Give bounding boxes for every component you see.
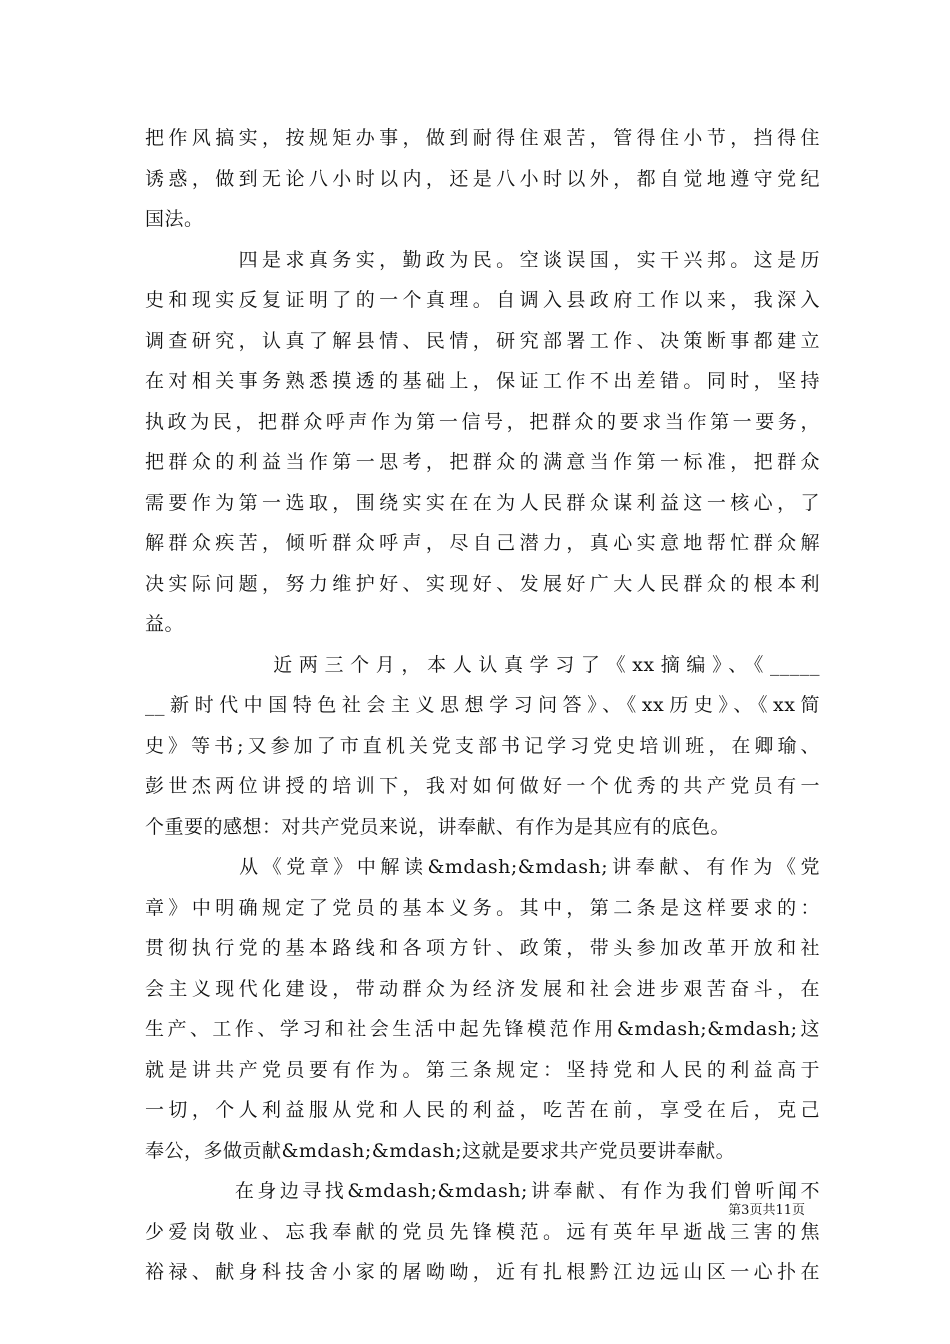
text-line: 个重要的感想：对共产党员来说，讲奉献、有作为是其应有的底色。 xyxy=(145,815,731,838)
text-line: 会主义现代化建设，带动群众为经济发展和社会进步艰苦奋斗，在 xyxy=(145,977,820,1000)
text-line: 就是讲共产党员要有作为。第三条规定：坚持党和人民的利益高于 xyxy=(145,1058,820,1081)
text-line: 解群众疾苦，倾听群众呼声，尽自己潜力，真心实意地帮忙群众解 xyxy=(145,532,820,554)
paragraph xyxy=(145,240,820,645)
text-line: 把作风搞实，按规矩办事，做到耐得住艰苦，管得住小节，挡得住 xyxy=(145,127,820,149)
text-line: 在对相关事务熟悉摸透的基础上，保证工作不出差错。同时，坚持 xyxy=(145,370,820,392)
text-line: 奉公，多做贡献&mdash;&mdash;这就是要求共产党员要讲奉献。 xyxy=(145,1139,736,1162)
text-line: 调查研究，认真了解县情、民情，研究部署工作、决策断事都建立 xyxy=(145,329,820,352)
text-line: 益。 xyxy=(145,613,185,635)
paragraph xyxy=(145,847,820,1171)
text-line: 彭世杰两位讲授的培训下，我对如何做好一个优秀的共产党员有一 xyxy=(145,775,820,797)
text-line: 把群众的利益当作第一思考，把群众的满意当作第一标准，把群众 xyxy=(145,451,820,473)
text-line: 诱惑，做到无论八小时以内，还是八小时以外，都自觉地遵守党纪 xyxy=(145,167,820,190)
text-line: 在身边寻找&mdash;&mdash;讲奉献、有作为我们曾听闻不 xyxy=(145,1180,820,1202)
text-line: 贯彻执行党的基本路线和各项方针、政策，带头参加改革开放和社 xyxy=(145,937,820,959)
text-line: 一切，个人利益服从党和人民的利益，吃苦在前，享受在后，克己 xyxy=(145,1099,820,1121)
text-line: 决实际问题，努力维护好、实现好、发展好广大人民群众的根本利 xyxy=(145,572,820,595)
document-body xyxy=(145,118,820,1293)
text-line: 史和现实反复证明了的一个真理。自调入县政府工作以来，我深入 xyxy=(145,289,820,311)
paragraph xyxy=(145,118,820,240)
page-number-footer: 第3页共11页 xyxy=(728,1203,805,1218)
text-line: 近两三个月，本人认真学习了《xx摘编》、《_____ xyxy=(145,653,820,676)
text-line: 执政为民，把群众呼声作为第一信号，把群众的要求当作第一要务， xyxy=(145,410,820,433)
text-line: __新时代中国特色社会主义思想学习问答》、《xx历史》、《xx简 xyxy=(145,694,820,716)
text-line: 需要作为第一选取，围绕实实在在为人民群众谋利益这一核心，了 xyxy=(145,491,820,514)
text-line: 裕禄、献身科技舍小家的屠呦呦，近有扎根黔江边远山区一心扑在 xyxy=(145,1261,820,1283)
text-line: 史》等书;又参加了市直机关党支部书记学习党史培训班，在卿瑜、 xyxy=(145,734,820,757)
text-line: 章》中明确规定了党员的基本义务。其中，第二条是这样要求的： xyxy=(145,896,820,919)
text-line: 四是求真务实，勤政为民。空谈误国，实干兴邦。这是历 xyxy=(145,248,820,271)
text-line: 从《党章》中解读&mdash;&mdash;讲奉献、有作为《党 xyxy=(145,856,820,878)
paragraph xyxy=(145,1171,820,1293)
paragraph xyxy=(145,645,820,848)
text-line: 生产、工作、学习和社会生活中起先锋模范作用&mdash;&mdash;这 xyxy=(145,1018,820,1040)
text-line: 国法。 xyxy=(145,208,204,230)
text-line: 少爱岗敬业、忘我奉献的党员先锋模范。远有英年早逝战三害的焦 xyxy=(145,1220,820,1243)
